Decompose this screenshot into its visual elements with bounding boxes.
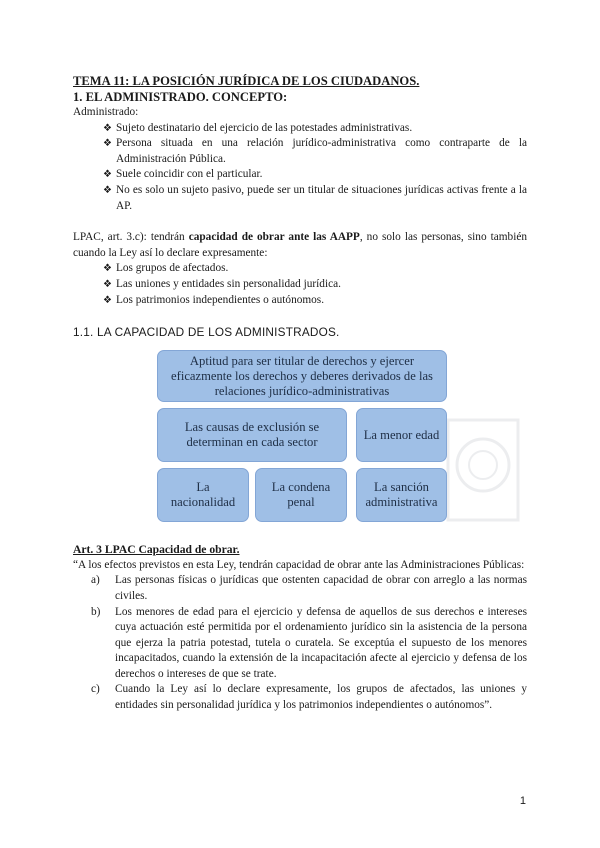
list-item: ❖ Persona situada en una relación jurídico-administrativa como contraparte de la Administración Pública.: [103, 137, 527, 165]
list-item: c) Cuando la Ley así lo declare expresamente, los grupos de afectados, las uniones y entidades sin personalidad jurídica y los patrimonios independientes o autónomos”.: [91, 683, 527, 712]
section-heading: 1. EL ADMINISTRADO. CONCEPTO:: [73, 90, 288, 104]
list-item: ❖ Los grupos de afectados.: [105, 261, 527, 277]
diamond-bullet-icon: ❖: [103, 169, 112, 181]
list-item: ❖ Los patrimonios independientes o autónomos.: [105, 293, 527, 309]
watermark-seal: [438, 415, 528, 525]
diagram-box-aptitud: Aptitud para ser titular de derechos y ejercer eficazmente los derechos y deberes derivados de las relaciones jurídico-administrativas: [157, 350, 447, 402]
diamond-bullet-icon: ❖: [103, 138, 112, 150]
subsection-heading: 1.1. LA CAPACIDAD DE LOS ADMINISTRADOS.: [73, 325, 340, 340]
list-item: ❖ Sujeto destinatario del ejercicio de las potestades administrativas.: [105, 121, 527, 137]
administrado-bullet-list: [73, 121, 527, 215]
diamond-bullet-icon: ❖: [103, 294, 112, 306]
lpac-bullet-list: [73, 261, 527, 308]
diamond-bullet-icon: ❖: [103, 184, 112, 196]
list-item: b) Los menores de edad para el ejercicio y defensa de aquellos de sus derechos e intereses cuya actuación esté permitida por el ordenamiento jurídico sin la asistencia de la persona que ejerza la patria potestad, tutela o curatela. Se exceptúa el supuesto de los menores incapacitados, cuando la extensión de la incapacitación afecte al ejercicio y defensa de los derechos o intereses de que se trate.: [91, 605, 527, 680]
diagram-box-menor-edad: La menor edad: [356, 408, 447, 462]
diagram-box-condena-penal: La condena penal: [255, 468, 347, 522]
list-item: a) Las personas físicas o jurídicas que ostenten capacidad de obrar con arreglo a las normas civiles.: [91, 574, 527, 602]
administrado-label: Administrado:: [73, 106, 139, 118]
diagram-box-exclusion: Las causas de exclusión se determinan en cada sector: [157, 408, 347, 462]
list-item: ❖ Suele coincidir con el particular.: [105, 167, 527, 183]
article-quote-intro: “A los efectos previstos en esta Ley, tendrán capacidad de obrar ante las Administraciones Públicas:: [73, 558, 525, 571]
capacity-diagram: [73, 350, 527, 530]
lpac-paragraph: LPAC, art. 3.c): tendrán capacidad de obrar ante las AAPP, no solo las personas, sino también cuando la Ley así lo declare expresamente:: [73, 231, 527, 259]
diagram-box-sancion: La sanción administrativa: [356, 468, 447, 522]
list-item: ❖ No es solo un sujeto pasivo, puede ser un titular de situaciones jurídicas activas frente a la AP.: [103, 183, 527, 212]
article-item-list: [73, 573, 527, 713]
diagram-box-nacionalidad: La nacionalidad: [157, 468, 249, 522]
diamond-bullet-icon: ❖: [103, 263, 112, 275]
article-title: Art. 3 LPAC Capacidad de obrar.: [73, 543, 240, 557]
page-number: 1: [519, 795, 526, 807]
list-item: ❖ Las uniones y entidades sin personalidad jurídica.: [105, 277, 527, 293]
diamond-bullet-icon: ❖: [103, 278, 112, 290]
diamond-bullet-icon: ❖: [103, 122, 112, 134]
document-title: TEMA 11: LA POSICIÓN JURÍDICA DE LOS CIUDADANOS.: [73, 74, 420, 88]
page-content: [73, 73, 527, 714]
